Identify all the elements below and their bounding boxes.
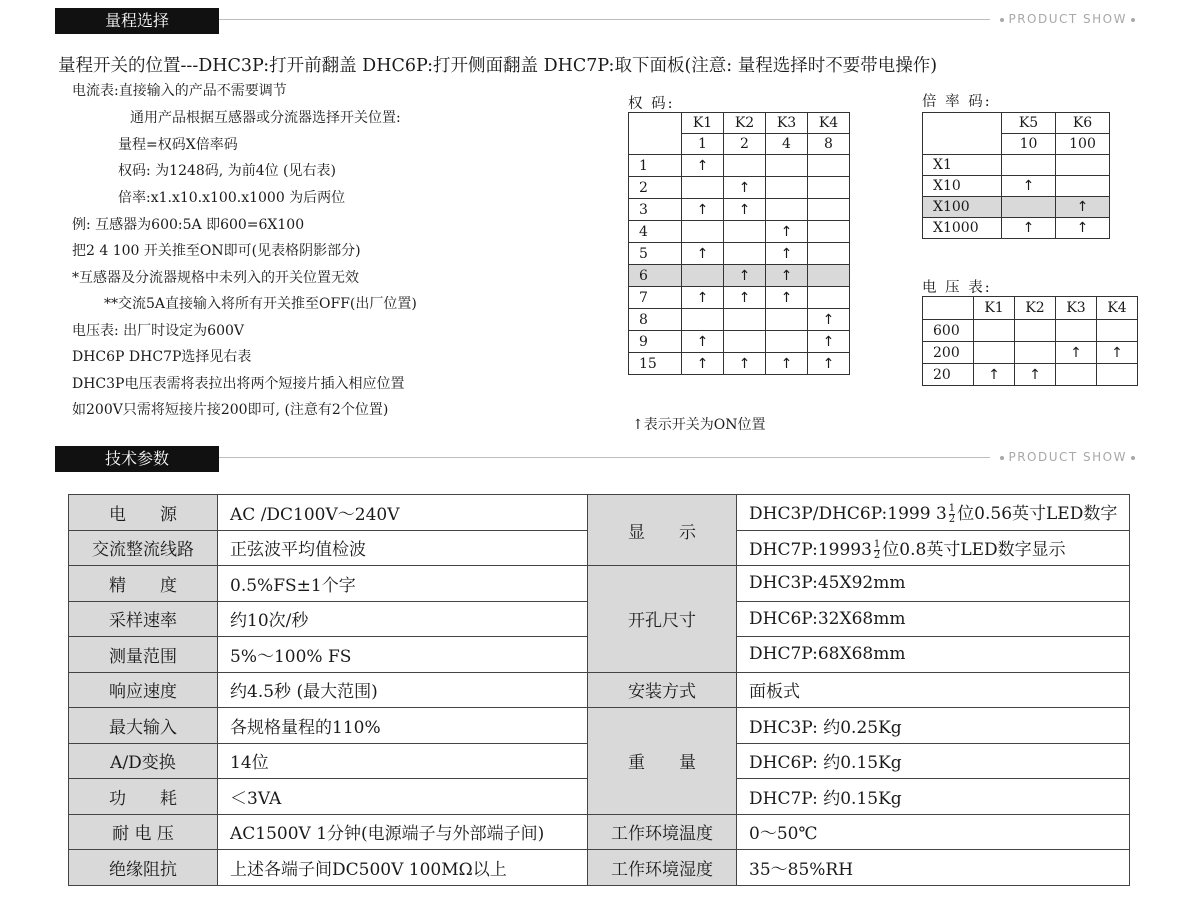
- fraction: $\frac{1}{2}$: [873, 538, 881, 561]
- table-row: [629, 155, 850, 177]
- spec-key: 工作环境湿度: [588, 850, 737, 886]
- instruction-line: DHC6P DHC7P选择见右表: [72, 349, 252, 365]
- arrow-up-icon: ↑: [1070, 344, 1082, 361]
- table-row: [923, 320, 1138, 342]
- spec-key: 交流整流线路: [69, 530, 218, 566]
- switch-cell: [808, 221, 850, 243]
- switch-cell: [724, 287, 766, 309]
- arrow-up-icon: ↑: [696, 245, 709, 262]
- instruction-line: 把2 4 100 开关推至ON即可(见表格阴影部分): [72, 243, 361, 259]
- switch-cell: [766, 265, 808, 287]
- switch-cell: [808, 353, 850, 375]
- switch-cell: [808, 199, 850, 221]
- code-cell: 9: [629, 331, 682, 353]
- spec-value: 约4.5秒 (最大范围): [218, 672, 588, 708]
- code-cell: 2: [629, 177, 682, 199]
- arrow-up-icon: ↑: [1022, 220, 1035, 236]
- switch-cell: [1056, 364, 1097, 386]
- arrow-up-icon: ↑: [780, 245, 793, 262]
- arrow-up-icon: ↑: [780, 223, 793, 240]
- spec-key: 电 源: [69, 495, 218, 531]
- switch-cell: [724, 265, 766, 287]
- switch-cell: [682, 331, 724, 353]
- code-cell: X1: [923, 155, 1002, 176]
- column-header: K4: [1097, 297, 1138, 320]
- spec-key: 安装方式: [588, 672, 737, 708]
- switch-cell: [766, 177, 808, 199]
- switch-cell: [682, 221, 724, 243]
- spec-key: 测量范围: [69, 637, 218, 673]
- table-row: [923, 364, 1138, 386]
- switch-cell: [724, 331, 766, 353]
- spec-row: [69, 850, 1130, 886]
- spec-value: 0～50℃: [737, 814, 1130, 850]
- switch-cell: [682, 177, 724, 199]
- spec-value: DHC7P:19993 $\frac{1}{2}$ 位0.8英寸LED数字显示: [737, 530, 1130, 566]
- switch-cell: [808, 287, 850, 309]
- weight-value: 10: [1002, 134, 1056, 155]
- weight-table-label: 权 码:: [628, 96, 675, 112]
- voltage-table: [922, 296, 1138, 386]
- table-row: [629, 309, 850, 331]
- switch-cell: [1002, 197, 1056, 218]
- spec-row: [69, 708, 1130, 744]
- instruction-line: 电压表: 出厂时设定为600V: [72, 323, 244, 339]
- spec-value: DHC6P:32X68mm: [737, 601, 1130, 637]
- spec-value: 各规格量程的110%: [218, 708, 588, 744]
- spec-row: [69, 672, 1130, 708]
- code-cell: X100: [923, 197, 1002, 218]
- switch-cell: [682, 199, 724, 221]
- switch-cell: [766, 243, 808, 265]
- switch-cell: [724, 243, 766, 265]
- spec-key: 绝缘阻抗: [69, 850, 218, 886]
- arrow-up-icon: ↑: [822, 311, 835, 328]
- switch-cell: [1002, 155, 1056, 176]
- column-header: K2: [1015, 297, 1056, 320]
- fraction: $\frac{1}{2}$: [948, 503, 956, 526]
- spec-key: 响应速度: [69, 672, 218, 708]
- spec-key: 精 度: [69, 566, 218, 602]
- product-show-label-1: PRODUCT SHOW: [990, 12, 1145, 26]
- switch-cell: [1097, 364, 1138, 386]
- column-header: K1: [682, 113, 724, 134]
- switch-cell: [974, 342, 1015, 364]
- switch-cell: [1056, 320, 1097, 342]
- arrow-up-icon: ↑: [738, 267, 751, 284]
- code-cell: 5: [629, 243, 682, 265]
- instruction-line: **交流5A直接输入将所有开关推至OFF(出厂位置): [104, 296, 417, 312]
- switch-cell: [724, 353, 766, 375]
- spec-key: 重 量: [588, 708, 737, 815]
- switch-cell: [766, 353, 808, 375]
- arrow-up-icon: ↑: [696, 289, 709, 306]
- corner-cell: [923, 297, 974, 320]
- spec-value: 面板式: [737, 672, 1130, 708]
- spec-value: DHC3P:45X92mm: [737, 566, 1130, 602]
- arrow-up-icon: ↑: [780, 355, 793, 372]
- spec-value: 5%～100% FS: [218, 637, 588, 673]
- table-row: [629, 243, 850, 265]
- arrow-note: ↑表示开关为ON位置: [632, 417, 766, 433]
- spec-value: 上述各端子间DC500V 100MΩ以上: [218, 850, 588, 886]
- spec-key: 耐 电 压: [69, 814, 218, 850]
- switch-cell: [682, 353, 724, 375]
- spec-row: [69, 814, 1130, 850]
- instruction-line: 例: 互感器为600:5A 即600=6X100: [72, 217, 305, 233]
- arrow-up-icon: ↑: [738, 201, 751, 218]
- switch-cell: [766, 199, 808, 221]
- arrow-up-icon: ↑: [1076, 199, 1089, 215]
- arrow-up-icon: ↑: [696, 333, 709, 350]
- spec-key: A/D变换: [69, 743, 218, 779]
- arrow-up-icon: ↑: [780, 267, 793, 284]
- switch-cell: [808, 265, 850, 287]
- switch-cell: [766, 309, 808, 331]
- spec-key: 显 示: [588, 495, 737, 566]
- switch-cell: [808, 309, 850, 331]
- table-row: [629, 287, 850, 309]
- table-row: [923, 342, 1138, 364]
- voltage-table-label: 电 压 表:: [922, 280, 992, 296]
- weight-value: 1: [682, 134, 724, 155]
- range-intro: 量程开关的位置---DHC3P:打开前翻盖 DHC6P:打开侧面翻盖 DHC7P:取下面板(注意: 量程选择时不要带电操作): [58, 56, 938, 76]
- switch-cell: [1056, 342, 1097, 364]
- spec-value: ＜3VA: [218, 779, 588, 815]
- arrow-up-icon: ↑: [822, 355, 835, 372]
- spec-row: [69, 566, 1130, 602]
- switch-cell: [682, 155, 724, 177]
- switch-cell: [1015, 364, 1056, 386]
- table-row: [923, 218, 1110, 239]
- weight-code-table: [628, 112, 850, 375]
- code-cell: 1: [629, 155, 682, 177]
- code-cell: 4: [629, 221, 682, 243]
- table-row: [923, 155, 1110, 176]
- spec-value: 正弦波平均值检波: [218, 530, 588, 566]
- range-section-title: 量程选择: [55, 8, 219, 34]
- switch-cell: [682, 287, 724, 309]
- spec-key: 最大输入: [69, 708, 218, 744]
- switch-cell: [724, 155, 766, 177]
- spec-value: DHC3P: 约0.25Kg: [737, 708, 1130, 744]
- spec-key: 采样速率: [69, 601, 218, 637]
- switch-cell: [974, 364, 1015, 386]
- product-show-label-2: PRODUCT SHOW: [990, 450, 1145, 464]
- code-cell: 20: [923, 364, 974, 386]
- spec-row: [69, 495, 1130, 531]
- switch-cell: [724, 177, 766, 199]
- switch-cell: [1056, 155, 1110, 176]
- switch-cell: [682, 309, 724, 331]
- switch-cell: [808, 243, 850, 265]
- spec-value: 约10次/秒: [218, 601, 588, 637]
- switch-cell: [1015, 320, 1056, 342]
- arrow-up-icon: ↑: [780, 289, 793, 306]
- switch-cell: [682, 265, 724, 287]
- corner-cell: [923, 113, 1002, 155]
- weight-value: 100: [1056, 134, 1110, 155]
- spec-value: AC /DC100V～240V: [218, 495, 588, 531]
- switch-cell: [724, 199, 766, 221]
- switch-cell: [1015, 342, 1056, 364]
- arrow-up-icon: ↑: [696, 355, 709, 372]
- column-header: K3: [1056, 297, 1097, 320]
- column-header: K5: [1002, 113, 1056, 134]
- column-header: K4: [808, 113, 850, 134]
- arrow-up-icon: ↑: [738, 355, 751, 372]
- code-cell: 6: [629, 265, 682, 287]
- code-cell: 15: [629, 353, 682, 375]
- switch-cell: [766, 287, 808, 309]
- spec-table: [68, 494, 1130, 886]
- table-row: [629, 353, 850, 375]
- arrow-up-icon: ↑: [696, 201, 709, 218]
- spec-key: 功 耗: [69, 779, 218, 815]
- instruction-line: DHC3P电压表需将表拉出将两个短接片插入相应位置: [72, 376, 405, 392]
- switch-cell: [1097, 320, 1138, 342]
- spec-key: 开孔尺寸: [588, 566, 737, 673]
- switch-cell: [1056, 176, 1110, 197]
- spec-value: DHC7P: 约0.15Kg: [737, 779, 1130, 815]
- arrow-up-icon: ↑: [822, 333, 835, 350]
- arrow-up-icon: ↑: [1022, 178, 1035, 194]
- switch-cell: [808, 155, 850, 177]
- corner-cell: [629, 113, 682, 155]
- instruction-line: 通用产品根据互感器或分流器选择开关位置:: [130, 110, 401, 126]
- header-row: [923, 297, 1138, 320]
- table-row: [923, 176, 1110, 197]
- spec-value: AC1500V 1分钟(电源端子与外部端子间): [218, 814, 588, 850]
- weight-value: 8: [808, 134, 850, 155]
- instruction-line: 量程=权码X倍率码: [118, 137, 238, 153]
- switch-cell: [1002, 176, 1056, 197]
- table-row: [629, 221, 850, 243]
- switch-cell: [808, 331, 850, 353]
- table-row: [629, 177, 850, 199]
- switch-cell: [1056, 218, 1110, 239]
- code-cell: 7: [629, 287, 682, 309]
- switch-cell: [974, 320, 1015, 342]
- multiplier-table-label: 倍 率 码:: [922, 94, 992, 110]
- table-row: [629, 199, 850, 221]
- column-header: K6: [1056, 113, 1110, 134]
- column-header: K1: [974, 297, 1015, 320]
- column-header: K2: [724, 113, 766, 134]
- switch-cell: [1002, 218, 1056, 239]
- table-row: [629, 331, 850, 353]
- spec-value: 14位: [218, 743, 588, 779]
- arrow-up-icon: ↑: [1111, 344, 1123, 361]
- multiplier-code-table: [922, 112, 1110, 239]
- code-cell: 8: [629, 309, 682, 331]
- arrow-up-icon: ↑: [988, 366, 1000, 383]
- weight-value: 4: [766, 134, 808, 155]
- code-cell: X10: [923, 176, 1002, 197]
- arrow-up-icon: ↑: [738, 179, 751, 196]
- switch-cell: [808, 177, 850, 199]
- tech-section-title: 技术参数: [55, 446, 219, 472]
- weight-value: 2: [724, 134, 766, 155]
- code-cell: 3: [629, 199, 682, 221]
- table-row: [923, 197, 1110, 218]
- switch-cell: [724, 221, 766, 243]
- arrow-up-icon: ↑: [1076, 220, 1089, 236]
- instruction-line: 倍率:x1.x10.x100.x1000 为后两位: [118, 190, 346, 206]
- switch-cell: [766, 155, 808, 177]
- switch-cell: [766, 331, 808, 353]
- header-row: [923, 113, 1110, 134]
- switch-cell: [1056, 197, 1110, 218]
- switch-cell: [724, 309, 766, 331]
- spec-value: DHC3P/DHC6P:1999 3 $\frac{1}{2}$ 位0.56英寸LED数字: [737, 495, 1130, 531]
- spec-value: 35～85%RH: [737, 850, 1130, 886]
- table-row: [629, 265, 850, 287]
- instruction-line: 权码: 为1248码, 为前4位 (见右表): [118, 163, 336, 179]
- switch-cell: [682, 243, 724, 265]
- column-header: K3: [766, 113, 808, 134]
- spec-value: DHC6P: 约0.15Kg: [737, 743, 1130, 779]
- header-row: [629, 113, 850, 134]
- code-cell: X1000: [923, 218, 1002, 239]
- arrow-up-icon: ↑: [738, 289, 751, 306]
- instruction-line: *互感器及分流器规格中未列入的开关位置无效: [72, 270, 359, 286]
- spec-value: DHC7P:68X68mm: [737, 637, 1130, 673]
- spec-key: 工作环境温度: [588, 814, 737, 850]
- code-cell: 200: [923, 342, 974, 364]
- instruction-line: 电流表:直接输入的产品不需要调节: [72, 83, 287, 99]
- arrow-up-icon: ↑: [696, 157, 709, 174]
- switch-cell: [1097, 342, 1138, 364]
- arrow-up-icon: ↑: [1029, 366, 1041, 383]
- instruction-line: 如200V只需将短接片接200即可, (注意有2个位置): [72, 402, 389, 418]
- switch-cell: [766, 221, 808, 243]
- code-cell: 600: [923, 320, 974, 342]
- spec-value: 0.5%FS±1个字: [218, 566, 588, 602]
